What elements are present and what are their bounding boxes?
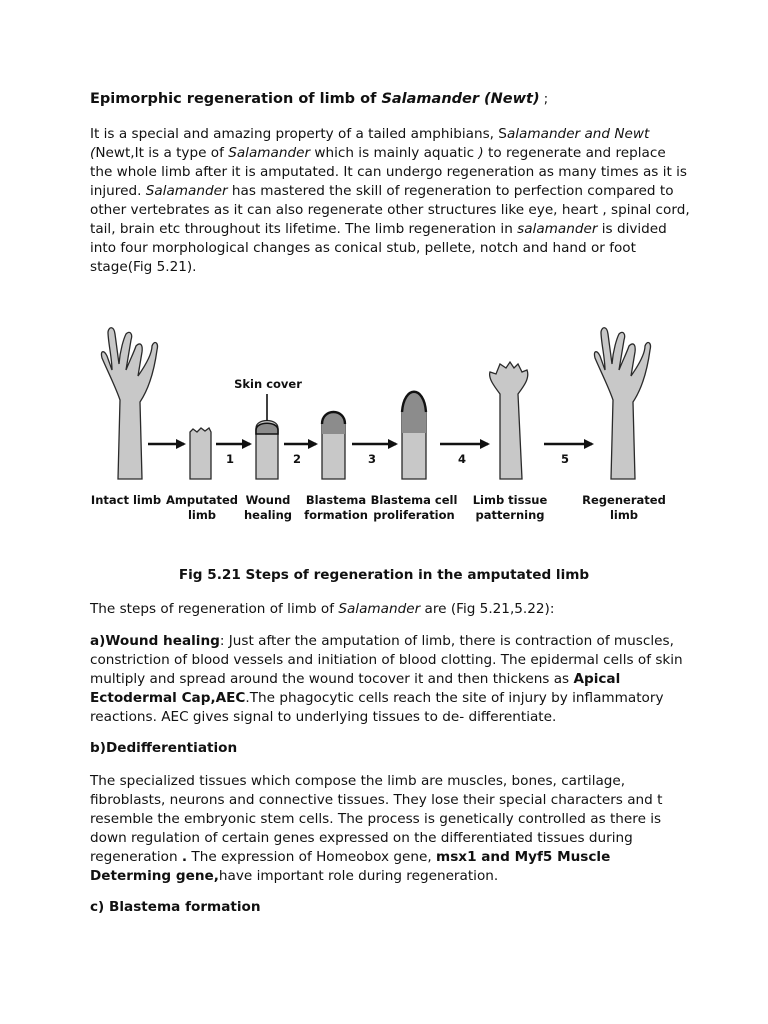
stage-label-wound-2: healing xyxy=(243,508,293,522)
amputated-limb-shape xyxy=(190,428,211,479)
aec-term: Apical Ectodermal Cap,AEC xyxy=(90,671,621,706)
wound-healing-paragraph: a)Wound healing: Just after the amputation of limb, there is contraction of muscles, constriction of blood vessels and initiation of blood clotting. The epidermal cells of skin multiply and spread around the wound tocover it and then thickens as Apical Ectodermal Cap,AEC.The phagocytic cells reach the site of injury by inflammatory reactions. AEC gives signal to underlying tissues to de- differentiate. xyxy=(90,633,683,725)
regenerated-limb-shape xyxy=(594,328,650,479)
dedifferentiation-heading: b)Dedifferentiation xyxy=(90,740,238,756)
proliferation-tip xyxy=(402,380,426,433)
blastema-formation-heading: c) Blastema formation xyxy=(90,899,261,915)
gene-names: msx1 and Myf5 Muscle Determing gene, xyxy=(90,849,611,884)
blastema-tip xyxy=(322,400,345,434)
wound-healing-label: a)Wound healing xyxy=(90,633,220,649)
step-number-3: 3 xyxy=(367,452,377,466)
stage-label-patterning-2: patterning xyxy=(475,508,545,522)
dedifferentiation-paragraph: The specialized tissues which compose the limb are muscles, bones, cartilage, fibroblasts, neurons and connective tissues. They lose their special characters and t resemble the embryonic stem cells. The process is genetically controlled as there is down regulation of certain genes expressed on the differentiated tissues during regeneration . The expression of Homeobox gene, msx1 and Myf5 Muscle Determing gene,have important role during regeneration. xyxy=(90,773,663,884)
stage-label-intact: Intact limb xyxy=(90,493,162,507)
stage-label-regenerated: Regenerated xyxy=(582,493,666,507)
step-number-4: 4 xyxy=(457,452,467,466)
patterning-limb-shape xyxy=(490,362,528,479)
stage-label-amputated: Amputated xyxy=(165,493,239,507)
intact-limb-shape xyxy=(101,328,157,479)
skin-cover-label: Skin cover xyxy=(234,377,302,391)
stage-label-blastema-2: formation xyxy=(304,508,368,522)
title-species: Salamander (Newt) xyxy=(381,91,540,107)
step-number-1: 1 xyxy=(225,452,235,466)
stage-label-proliferation: Blastema cell xyxy=(370,493,458,507)
stage-label-wound: Wound xyxy=(245,493,291,507)
intro-paragraph: It is a special and amazing property of a tailed amphibians, Salamander and Newt (Newt,It is a type of Salamander which is mainly aquatic ) to regenerate and replace the whole limb after it is amputated. It can undergo regeneration as many times as it is injured. Salamander has mastered the skill of regeneration to perfection compared to other vertebrates as it can also regenerate other structures like eye, heart , spinal cord, tail, brain etc throughout its lifetime. The limb regeneration in salamander is divided into four morphological changes as conical stub, pellete, notch and hand or foot stage(Fig 5.21). xyxy=(90,126,690,275)
stage-label-blastema: Blastema xyxy=(305,493,367,507)
stage-label-amputated-2: limb xyxy=(187,508,217,522)
stage-label-proliferation-2: proliferation xyxy=(373,508,455,522)
regeneration-figure xyxy=(90,320,682,530)
stage-label-regenerated-2: limb xyxy=(609,508,639,522)
stage-label-patterning: Limb tissue xyxy=(472,493,548,507)
skin-cover-cap xyxy=(256,423,278,434)
steps-intro-paragraph: The steps of regeneration of limb of Salamander are (Fig 5.21,5.22): xyxy=(90,601,555,617)
step-number-5: 5 xyxy=(560,452,570,466)
page-title: Epimorphic regeneration of limb of Salamander (Newt) ; xyxy=(90,91,549,107)
step-number-2: 2 xyxy=(292,452,302,466)
figure-caption: Fig 5.21 Steps of regeneration in the amputated limb xyxy=(178,567,590,583)
